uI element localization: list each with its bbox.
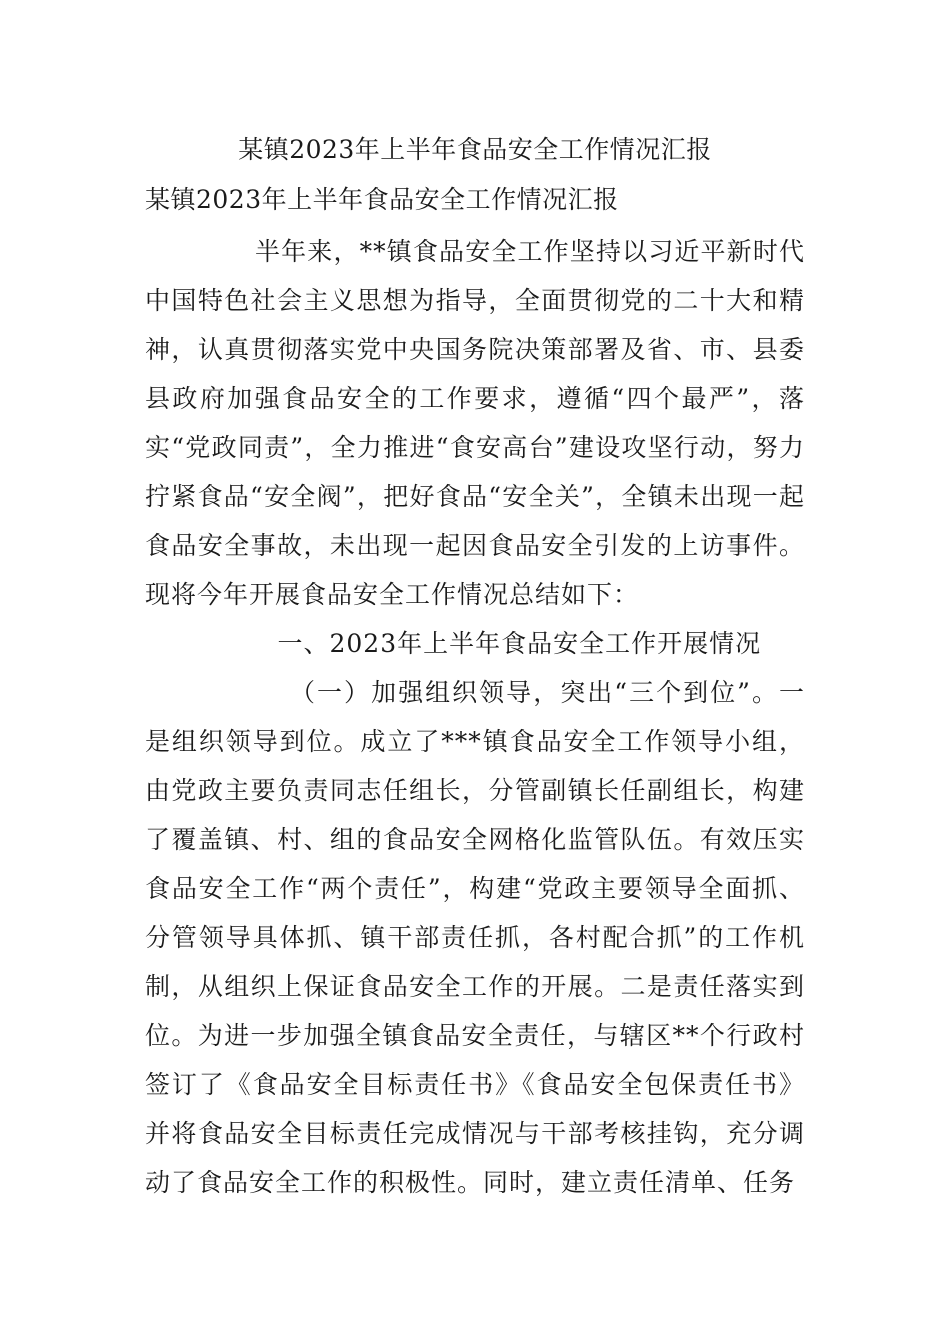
document-body	[145, 227, 805, 1207]
document-title: 某镇2023年上半年食品安全工作情况汇报	[238, 135, 712, 164]
subsection-1-paragraph: （一）加强组织领导，突出“三个到位”。一是组织领导到位。成立了***镇食品安全工作领导小组，由党政主要负责同志任组长，分管副镇长任副组长，构建了覆盖镇、村、组的食品安全网格化监管队伍。有效压实食品安全工作“两个责任”，构建“党政主要领导全面抓、分管领导具体抓、镇干部责任抓，各村配合抓”的工作机制，从组织上保证食品安全工作的开展。二是责任落实到位。为进一步加强全镇食品安全责任，与辖区**个行政村签订了《食品安全目标责任书》《食品安全包保责任书》并将食品安全目标责任完成情况与干部考核挂钩，充分调动了食品安全工作的积极性。同时，建立责任清单、任务	[145, 678, 805, 1197]
document-title-repeat: 某镇2023年上半年食品安全工作情况汇报	[145, 185, 619, 214]
intro-paragraph: 半年来，**镇食品安全工作坚持以习近平新时代中国特色社会主义思想为指导，全面贯彻党的二十大和精神，认真贯彻落实党中央国务院决策部署及省、市、县委县政府加强食品安全的工作要求，遵循“四个最严”，落实“党政同责”，全力推进“食安高台”建设攻坚行动，努力拧紧食品“安全阀”，把好食品“安全关”，全镇未出现一起食品安全事故，未出现一起因食品安全引发的上访事件。现将今年开展食品安全工作情况总结如下：	[145, 237, 805, 609]
section-1-heading: 一、2023年上半年食品安全工作开展情况	[277, 629, 762, 658]
